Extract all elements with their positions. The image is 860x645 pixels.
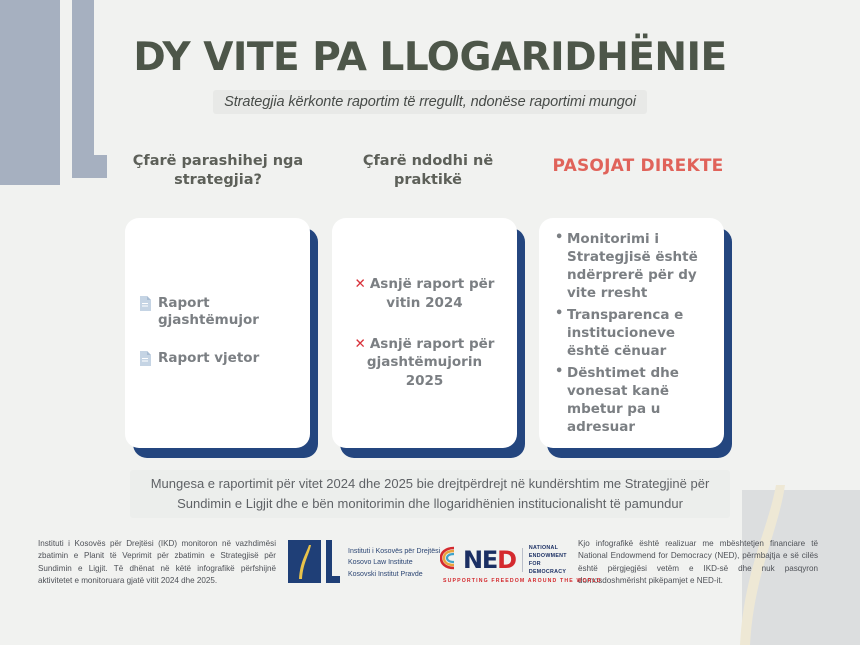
ned-logo-line-4: DEMOCRACY xyxy=(528,569,567,576)
ikd-logo-line-3: Kosovski Institut Pravde xyxy=(348,570,423,578)
column-heading-planned: Çfarë parashihej nga strategjia? xyxy=(132,153,304,188)
ikd-logo-l-horizontal xyxy=(326,576,340,583)
list-item-label: Raport vjetor xyxy=(158,349,260,366)
page-title: DY VITE PA LLOGARIDHËNIE xyxy=(133,35,727,80)
ikd-logo-line-1: Instituti i Kosovës për Drejtësi xyxy=(348,548,441,555)
list-item: • Transparenca e institucioneve është cënuar xyxy=(553,306,710,360)
ikd-logo-mark xyxy=(288,540,340,586)
ned-logo-line-3: FOR xyxy=(528,561,541,568)
card-slot-planned xyxy=(125,218,310,448)
consequences-list xyxy=(553,230,710,437)
ikd-logo xyxy=(288,540,440,586)
document-icon xyxy=(139,351,151,372)
cross-mark-icon: ✕ xyxy=(354,335,366,352)
list-item xyxy=(346,275,503,312)
column-heading-actual: Çfarë ndodhi në praktikë xyxy=(362,153,494,188)
subtitle-wrapper xyxy=(0,90,860,114)
footer-text-left: Instituti i Kosovës për Drejtësi (IKD) monitoron në vazhdimësi zbatimin e Planit të Veprimit për zbatimin e Strategjisë për Sundimin e Ligjit. Të dhënat në këtë infografikë përfshijnë aktivitetet e monitoruara gjatë vitit 2024 dhe 2025. xyxy=(38,539,276,585)
document-icon xyxy=(139,296,151,317)
ned-logo-word-ne: NE xyxy=(463,546,498,575)
ned-logo-word-d: D xyxy=(497,546,516,575)
cards-row xyxy=(125,218,745,448)
card-consequences xyxy=(539,218,724,448)
list-item-label: Raport gjashtëmujor xyxy=(158,294,259,329)
list-item-label: Asnjë raport për vitin 2024 xyxy=(369,276,495,312)
card-slot-actual xyxy=(332,218,517,448)
header xyxy=(0,35,860,114)
ned-logo-divider xyxy=(522,548,523,572)
ned-logo-line-2: ENDOWMENT xyxy=(528,553,567,560)
conclusion-text: Mungesa e raportimit për vitet 2024 dhe 2025 bie drejtpërdrejt në kundërshtim me Strategjinë për Sundimin e Ligjit dhe e bën monitorimin dhe llogaridhënien institucionalisht të pamundur xyxy=(130,470,730,518)
card-planned xyxy=(125,218,310,448)
footer-text-right: Kjo infografikë është realizuar me mbështetjen financiare të National Endowmend for Democracy (NED), përmbajtja e së cilës është përgjegjësi vetëm e IKD-së dhe nuk pasqyron domosdoshmërisht pikëpamjet e NED-it. xyxy=(578,539,818,585)
cross-mark-icon: ✕ xyxy=(354,276,366,293)
ned-logo-subtext xyxy=(529,544,567,576)
ned-logo-line-1: NATIONAL xyxy=(528,545,559,551)
card-actual xyxy=(332,218,517,448)
list-item: • Monitorimi i Strategjisë është ndërprerë për dy vite rresht xyxy=(553,230,710,302)
ned-logo-wordmark xyxy=(463,546,516,575)
column-headings xyxy=(118,152,748,189)
ned-logo xyxy=(440,544,567,576)
list-item xyxy=(139,295,296,330)
list-item-label: Asnjë raport për gjashtëmujorin 2025 xyxy=(366,335,495,389)
decorative-shape-top-left-foot xyxy=(72,155,107,178)
ned-logo-tagline: SUPPORTING FREEDOM AROUND THE WORLD xyxy=(443,578,602,584)
ikd-logo-curve xyxy=(297,545,313,584)
card-slot-consequences xyxy=(539,218,724,448)
list-item: • Dështimet dhe vonesat kanë mbetur pa u adresuar xyxy=(553,364,710,436)
ikd-logo-line-2: Kosovo Law Institute xyxy=(348,559,413,567)
ned-logo-swirl-icon xyxy=(440,546,462,575)
list-item xyxy=(139,350,296,372)
page-subtitle: Strategjia kërkonte raportim të rregullt, ndonëse raportimi mungoi xyxy=(213,90,647,114)
list-item xyxy=(346,335,503,391)
ikd-logo-text xyxy=(348,546,440,580)
column-heading-consequences: PASOJAT DIREKTE xyxy=(552,156,724,176)
